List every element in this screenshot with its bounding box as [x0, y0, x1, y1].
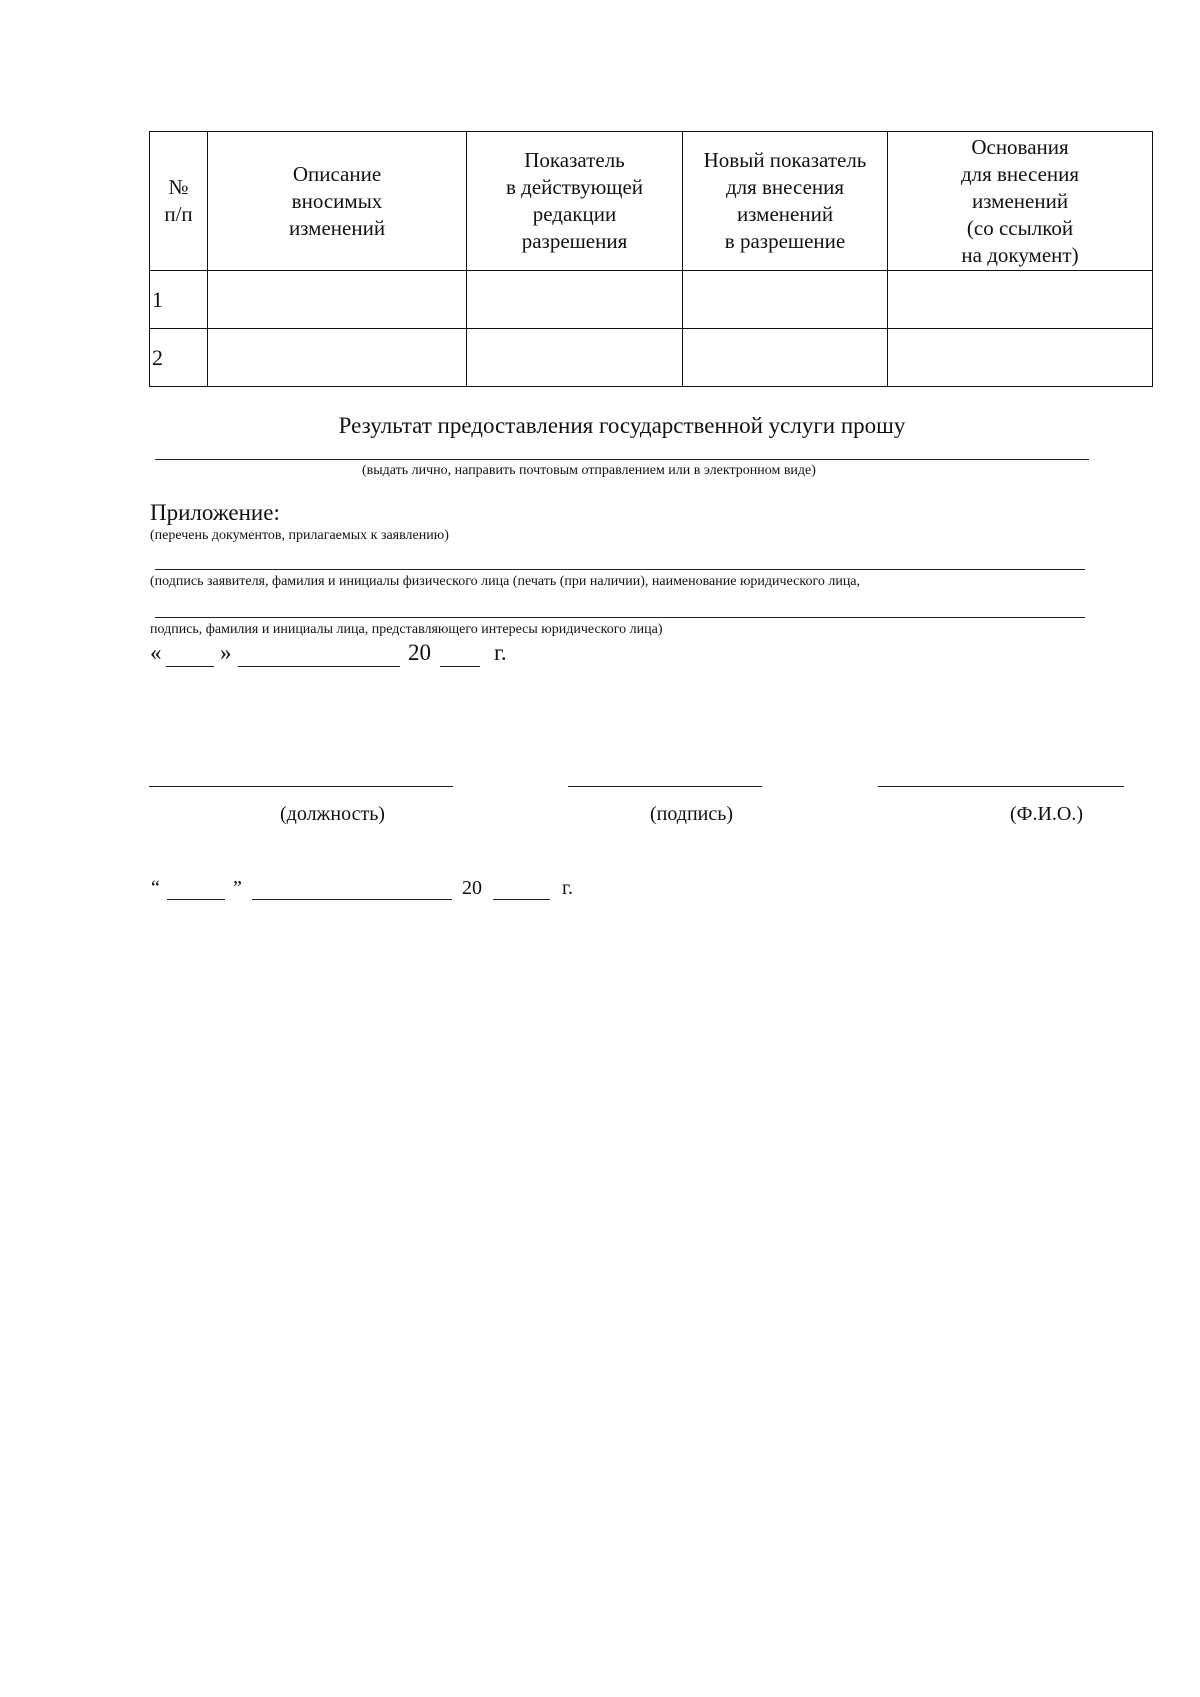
row-description-cell[interactable]	[208, 329, 467, 387]
signature-label: (подпись)	[650, 803, 734, 825]
attachment-label: Приложение:	[150, 500, 280, 525]
table-row	[150, 329, 1153, 387]
name-line[interactable]	[878, 786, 1124, 787]
header-grounds: Основания для внесения изменений (со ссылкой на документ)	[888, 132, 1153, 271]
attachment-line[interactable]	[155, 569, 1085, 570]
row-description-cell[interactable]	[208, 271, 467, 329]
date1-open-quote: «	[150, 640, 162, 665]
applicant-signature-hint: (подпись заявителя, фамилия и инициалы физического лица (печать (при наличии), наименование юридического лица,	[150, 574, 861, 589]
table-row	[150, 271, 1153, 329]
signature-line[interactable]	[568, 786, 762, 787]
date1-month-line[interactable]	[238, 666, 400, 667]
table-header-row	[150, 132, 1153, 271]
date2-day-line[interactable]	[167, 899, 225, 900]
date1-year-prefix: 20	[408, 640, 431, 665]
header-description: Описание вносимых изменений	[208, 132, 467, 271]
row-number: 2	[150, 329, 208, 387]
name-label: (Ф.И.О.)	[1010, 803, 1084, 825]
date1-year-suffix: г.	[494, 640, 507, 665]
result-title: Результат предоставления государственной услуги прошу	[338, 413, 906, 438]
date2-year-prefix: 20	[462, 877, 482, 899]
result-delivery-hint: (выдать лично, направить почтовым отправлением или в электронном виде)	[362, 463, 816, 478]
date2-month-line[interactable]	[252, 899, 452, 900]
date2-year-suffix: г.	[562, 877, 573, 899]
attachment-hint: (перечень документов, прилагаемых к заявлению)	[150, 528, 449, 543]
row-current-value-cell[interactable]	[467, 271, 683, 329]
position-label: (должность)	[280, 803, 385, 825]
row-new-value-cell[interactable]	[683, 271, 888, 329]
row-number: 1	[150, 271, 208, 329]
header-new-value: Новый показатель для внесения изменений в разрешение	[683, 132, 888, 271]
date2-open-quote: “	[151, 877, 160, 899]
result-delivery-line[interactable]	[155, 459, 1089, 460]
header-number: № п/п	[150, 132, 208, 271]
date1-close-quote: »	[220, 640, 232, 665]
row-grounds-cell[interactable]	[888, 329, 1153, 387]
representative-signature-hint: подпись, фамилия и инициалы лица, представляющего интересы юридического лица)	[150, 622, 663, 637]
row-new-value-cell[interactable]	[683, 329, 888, 387]
changes-table	[149, 131, 1153, 387]
row-current-value-cell[interactable]	[467, 329, 683, 387]
header-current-value: Показатель в действующей редакции разрешения	[467, 132, 683, 271]
position-line[interactable]	[149, 786, 453, 787]
date1-day-line[interactable]	[166, 666, 214, 667]
date2-year-line[interactable]	[493, 899, 550, 900]
representative-signature-line[interactable]	[155, 617, 1085, 618]
date1-year-line[interactable]	[440, 666, 480, 667]
date2-close-quote: ”	[233, 877, 242, 899]
row-grounds-cell[interactable]	[888, 271, 1153, 329]
